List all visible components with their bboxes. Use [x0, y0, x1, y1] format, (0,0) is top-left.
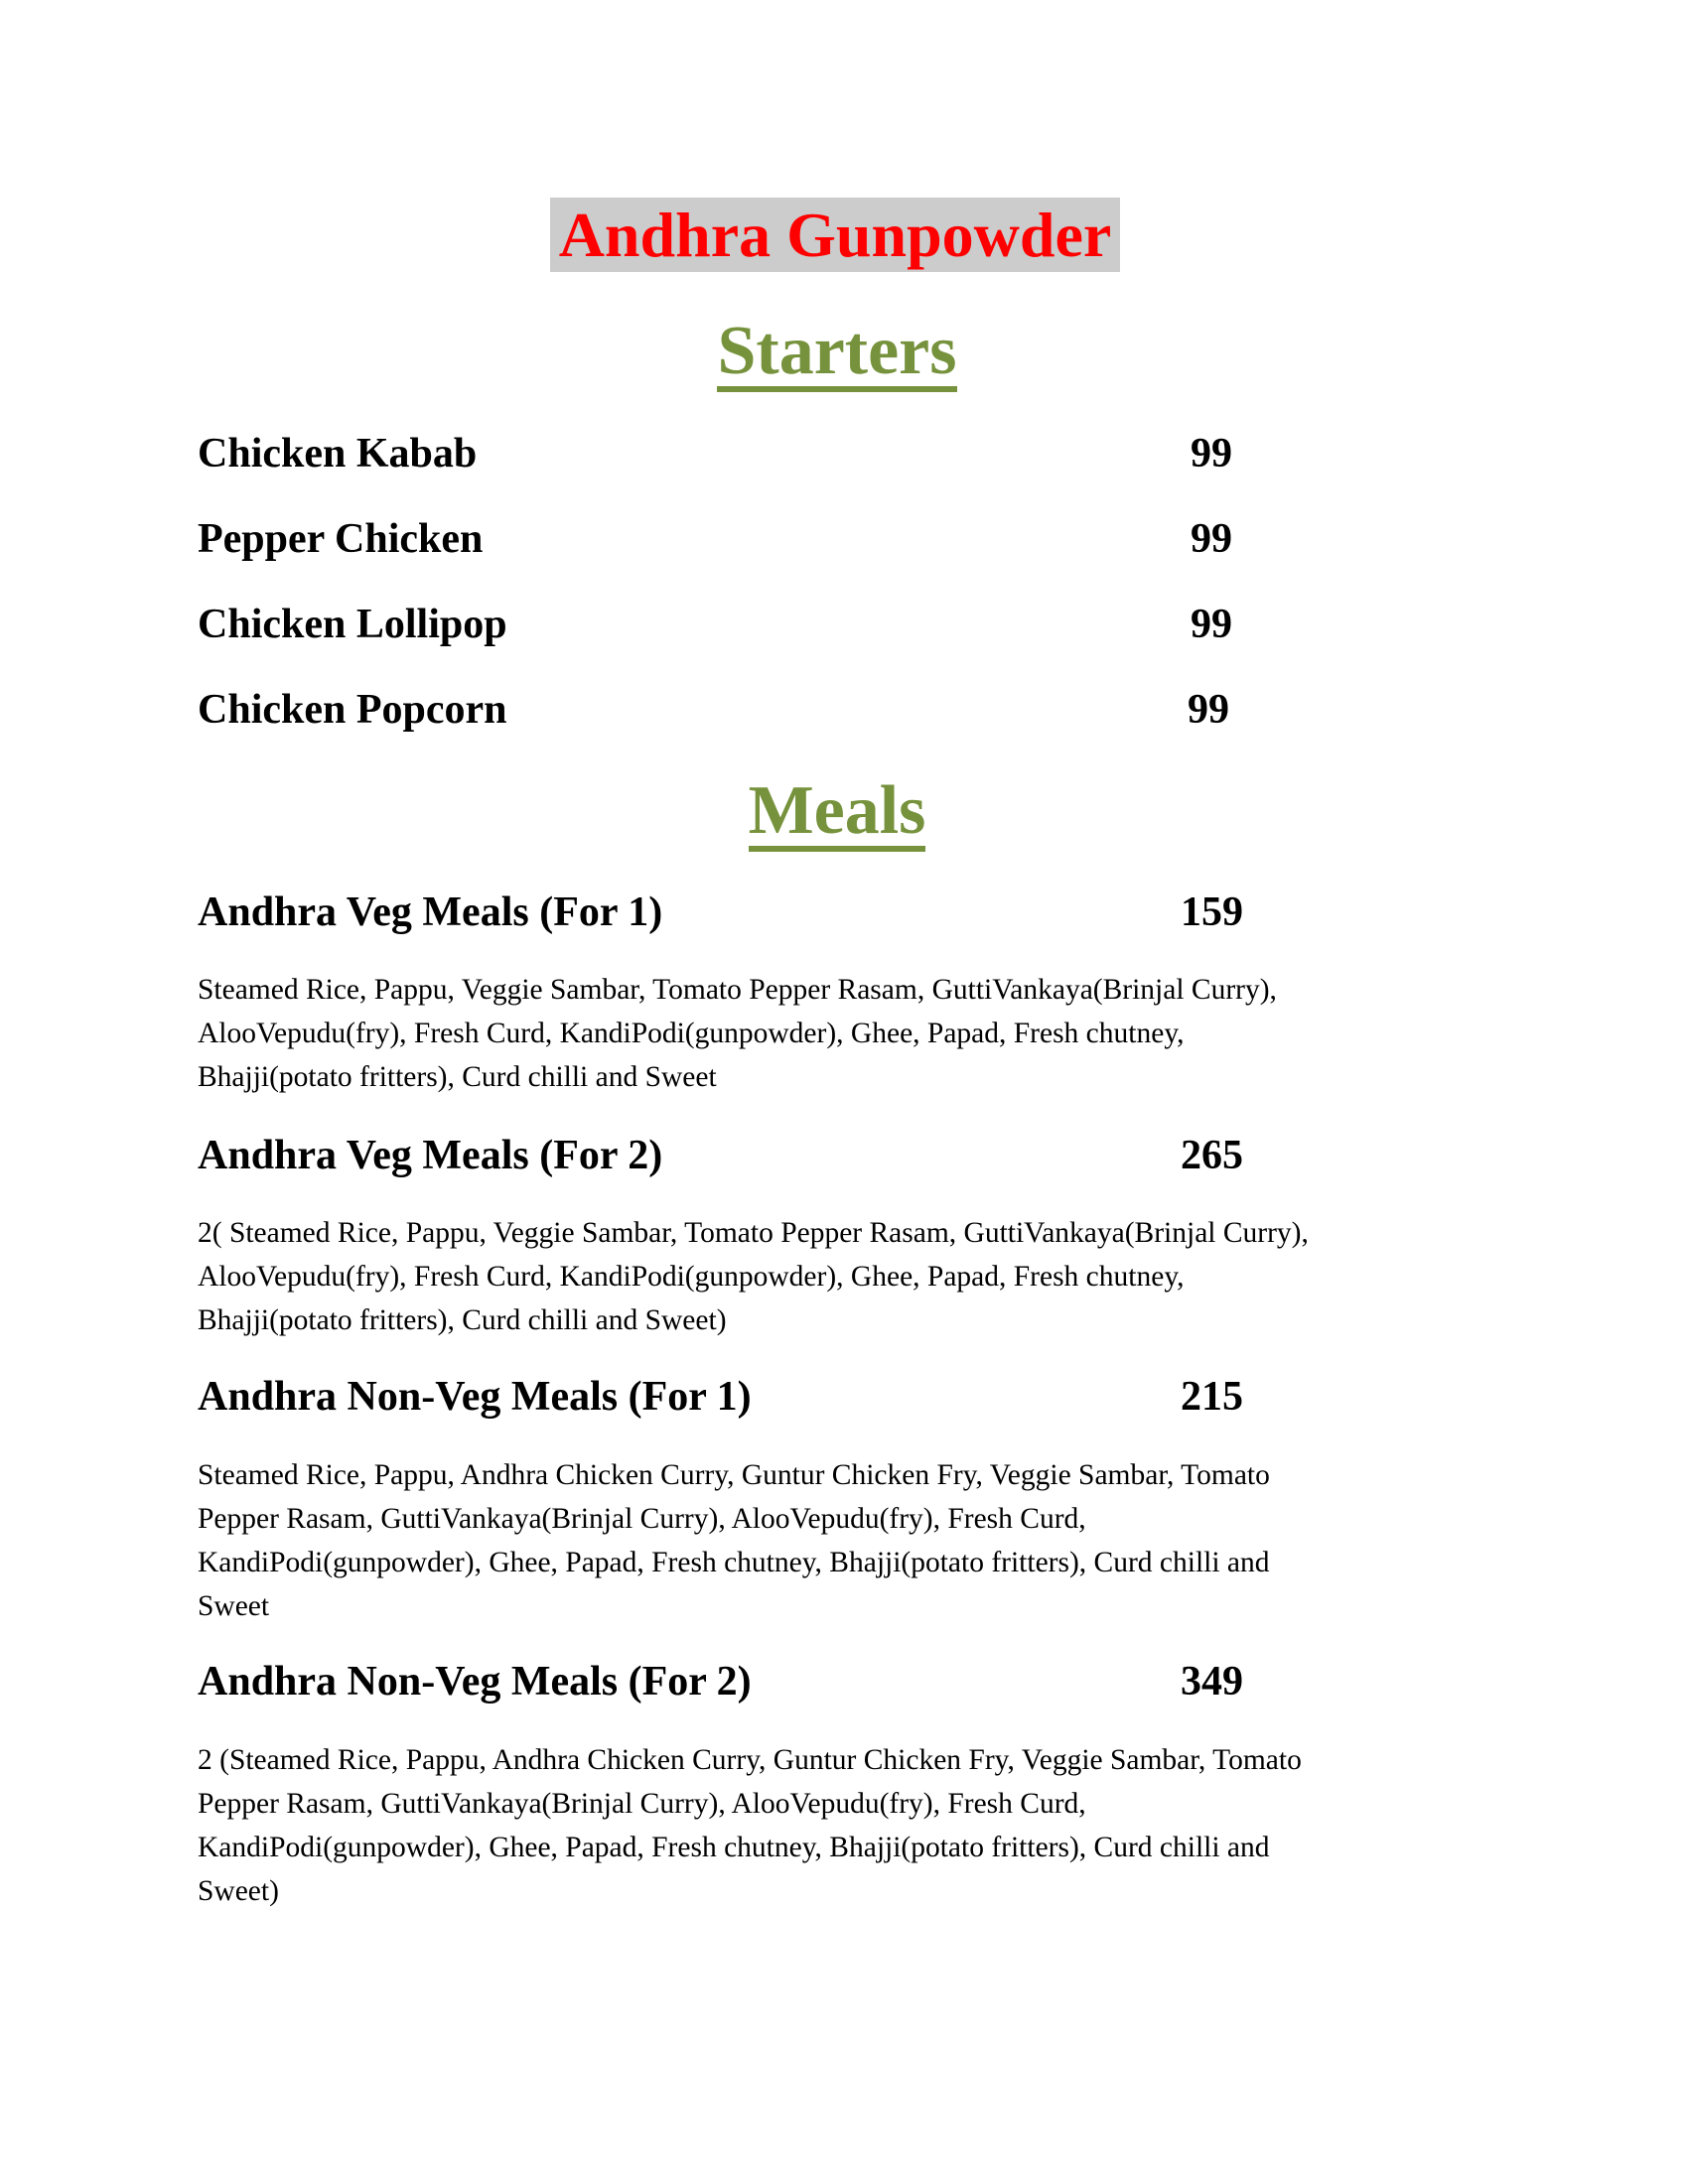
meal-item-price: 265 — [1181, 1133, 1243, 1178]
starter-item-name: Chicken Lollipop — [198, 602, 507, 647]
meal-item-description — [198, 968, 1488, 1099]
meal-item-description — [198, 1453, 1488, 1628]
description-line: Pepper Rasam, GuttiVankaya(Brinjal Curry), AlooVepudu(fry), Fresh Curd, — [198, 1788, 1086, 1820]
starter-item-price: 99 — [1188, 687, 1229, 733]
starter-item-price: 99 — [1191, 516, 1232, 562]
meals-heading — [0, 771, 1674, 852]
starters-heading — [0, 312, 1674, 392]
meal-item-description — [198, 1738, 1488, 1913]
starters-heading-text: Starters — [717, 317, 956, 392]
description-line: Bhajji(potato fritters), Curd chilli and Sweet — [198, 1061, 717, 1093]
starter-item-price: 99 — [1191, 602, 1232, 647]
meal-item-price: 215 — [1181, 1374, 1243, 1420]
description-line: AlooVepudu(fry), Fresh Curd, KandiPodi(gunpowder), Ghee, Papad, Fresh chutney, — [198, 1018, 1185, 1049]
meal-item-price: 159 — [1181, 889, 1243, 935]
meal-item-name: Andhra Non-Veg Meals (For 2) — [198, 1659, 752, 1705]
meal-item-name: Andhra Non-Veg Meals (For 1) — [198, 1374, 752, 1420]
description-line: 2 (Steamed Rice, Pappu, Andhra Chicken Curry, Guntur Chicken Fry, Veggie Sambar, Tomato — [198, 1744, 1302, 1776]
description-line: KandiPodi(gunpowder), Ghee, Papad, Fresh chutney, Bhajji(potato fritters), Curd chilli and — [198, 1832, 1270, 1863]
description-line: Pepper Rasam, GuttiVankaya(Brinjal Curry), AlooVepudu(fry), Fresh Curd, — [198, 1503, 1086, 1535]
starter-item-price: 99 — [1191, 431, 1232, 477]
description-line: Sweet — [198, 1590, 270, 1622]
description-line: AlooVepudu(fry), Fresh Curd, KandiPodi(gunpowder), Ghee, Papad, Fresh chutney, — [198, 1261, 1185, 1293]
description-line: Steamed Rice, Pappu, Andhra Chicken Curry, Guntur Chicken Fry, Veggie Sambar, Tomato — [198, 1459, 1270, 1491]
meal-item-description — [198, 1211, 1488, 1342]
description-line: 2( Steamed Rice, Pappu, Veggie Sambar, Tomato Pepper Rasam, GuttiVankaya(Brinjal Curry), — [198, 1217, 1309, 1249]
meal-item-name: Andhra Veg Meals (For 1) — [198, 889, 663, 935]
description-line: Steamed Rice, Pappu, Veggie Sambar, Tomato Pepper Rasam, GuttiVankaya(Brinjal Curry), — [198, 974, 1277, 1006]
restaurant-title: Andhra Gunpowder — [550, 198, 1120, 272]
meal-item-price: 349 — [1181, 1659, 1243, 1705]
starter-item-name: Chicken Kabab — [198, 431, 478, 477]
description-line: Bhajji(potato fritters), Curd chilli and Sweet) — [198, 1304, 727, 1336]
meal-item-name: Andhra Veg Meals (For 2) — [198, 1133, 663, 1178]
meals-heading-text: Meals — [749, 776, 926, 852]
description-line: KandiPodi(gunpowder), Ghee, Papad, Fresh chutney, Bhajji(potato fritters), Curd chilli and — [198, 1547, 1270, 1578]
starter-item-name: Pepper Chicken — [198, 516, 484, 562]
starter-item-name: Chicken Popcorn — [198, 687, 507, 733]
description-line: Sweet) — [198, 1875, 279, 1907]
